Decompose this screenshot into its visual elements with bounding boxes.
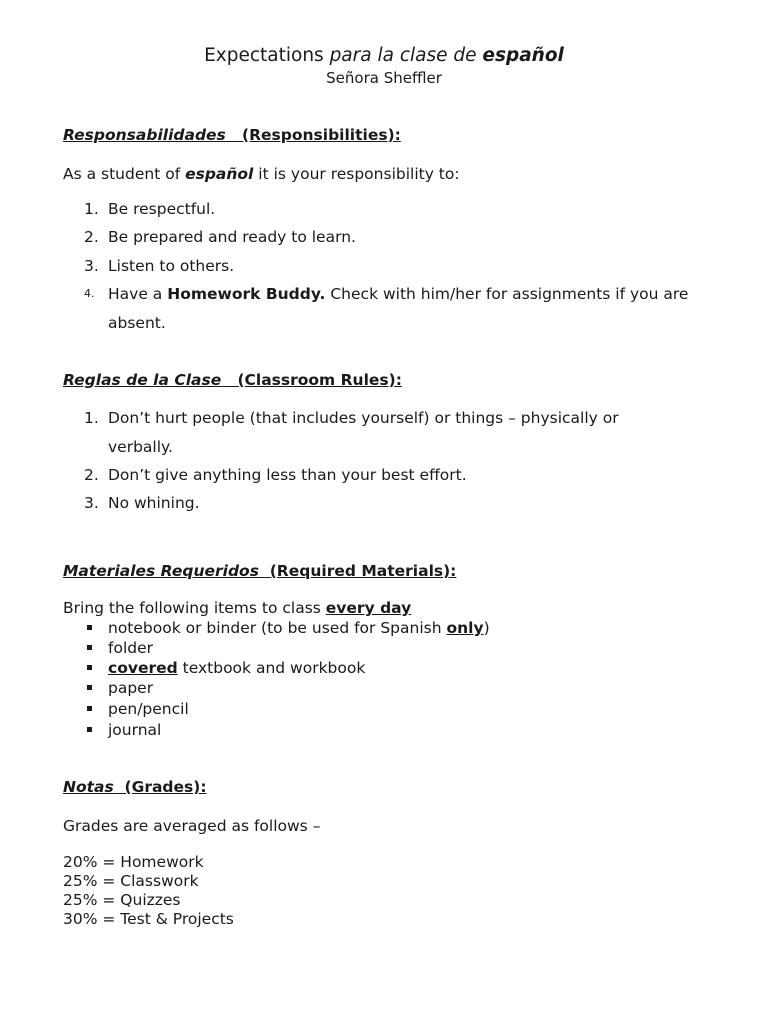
list-text: paper xyxy=(108,679,154,697)
title-part-2: para la clase de xyxy=(329,45,483,66)
grades-heading-es: Notas xyxy=(63,778,114,796)
grade-row: 30% = Test & Projects xyxy=(63,910,234,928)
list-text: journal xyxy=(108,721,162,739)
materials-heading-en: (Required Materials): xyxy=(269,562,457,580)
list-text: Listen to others. xyxy=(108,257,235,275)
intro-text: As a student of xyxy=(63,165,186,183)
list-number: 1. xyxy=(84,200,99,218)
grades-heading-en: (Grades): xyxy=(124,778,207,796)
bullet-icon xyxy=(87,727,92,732)
list-text: Be respectful. xyxy=(108,200,216,218)
responsibilities-heading-en: (Responsibilities): xyxy=(242,126,401,144)
homework-buddy-bold: Homework Buddy. xyxy=(167,285,326,303)
list-text-bold: only xyxy=(446,619,484,637)
grades-intro: Grades are averaged as follows – xyxy=(63,817,321,835)
list-text: Don’t give anything less than your best effort. xyxy=(108,466,467,484)
list-text: Have a xyxy=(108,285,168,303)
list-number: 1. xyxy=(84,409,99,427)
list-text: folder xyxy=(108,639,153,657)
list-item xyxy=(84,195,724,224)
list-item xyxy=(84,404,684,461)
list-number: 4. xyxy=(84,287,95,300)
list-number: 2. xyxy=(84,228,99,246)
responsibilities-heading-es: Responsabilidades xyxy=(63,126,226,144)
grade-row: 25% = Classwork xyxy=(63,872,199,890)
list-item xyxy=(84,223,724,252)
title-part-3: español xyxy=(482,45,564,66)
bullet-icon xyxy=(87,685,92,690)
list-text-post: Check with him/her for assignments if you are absent. xyxy=(108,285,689,332)
page-title xyxy=(0,44,768,68)
list-text: notebook or binder (to be used for Spanish xyxy=(108,619,447,637)
list-number: 2. xyxy=(84,466,99,484)
every-day-bold: every day xyxy=(325,599,412,617)
list-text: pen/pencil xyxy=(108,700,189,718)
bullet-icon xyxy=(87,665,92,670)
materials-intro xyxy=(63,597,411,619)
rules-heading xyxy=(63,369,402,391)
title-part-1: Expectations xyxy=(204,45,330,66)
materials-heading xyxy=(63,560,456,582)
list-text: Be prepared and ready to learn. xyxy=(108,228,356,246)
list-number: 3. xyxy=(84,494,99,512)
list-text-post: ) xyxy=(483,619,490,637)
list-text-post: textbook and workbook xyxy=(177,659,366,677)
bullet-icon xyxy=(87,625,92,630)
intro-text-post: it is your responsibility to: xyxy=(253,165,460,183)
grade-row: 25% = Quizzes xyxy=(63,891,181,909)
list-item xyxy=(84,280,704,337)
responsibilities-intro xyxy=(63,163,460,185)
list-number: 3. xyxy=(84,257,99,275)
list-text-bold: covered xyxy=(108,659,178,677)
list-item xyxy=(84,489,724,518)
bullet-icon xyxy=(87,706,92,711)
grade-row: 20% = Homework xyxy=(63,853,204,871)
rules-heading-en: (Classroom Rules): xyxy=(237,371,402,389)
list-text: No whining. xyxy=(108,494,200,512)
intro-bold: español xyxy=(185,165,254,183)
author-name: Señora Sheffler xyxy=(326,69,442,87)
list-item xyxy=(84,461,724,490)
bullet-icon xyxy=(87,645,92,650)
rules-heading-es: Reglas de la Clase xyxy=(63,371,222,389)
responsibilities-heading xyxy=(63,124,401,146)
list-item xyxy=(84,252,724,281)
list-text: Don’t hurt people (that includes yourself) or things – physically or verbally. xyxy=(108,409,619,456)
grades-heading xyxy=(63,776,207,798)
materials-heading-es: Materiales Requeridos xyxy=(63,562,259,580)
intro-text: Bring the following items to class xyxy=(63,599,326,617)
